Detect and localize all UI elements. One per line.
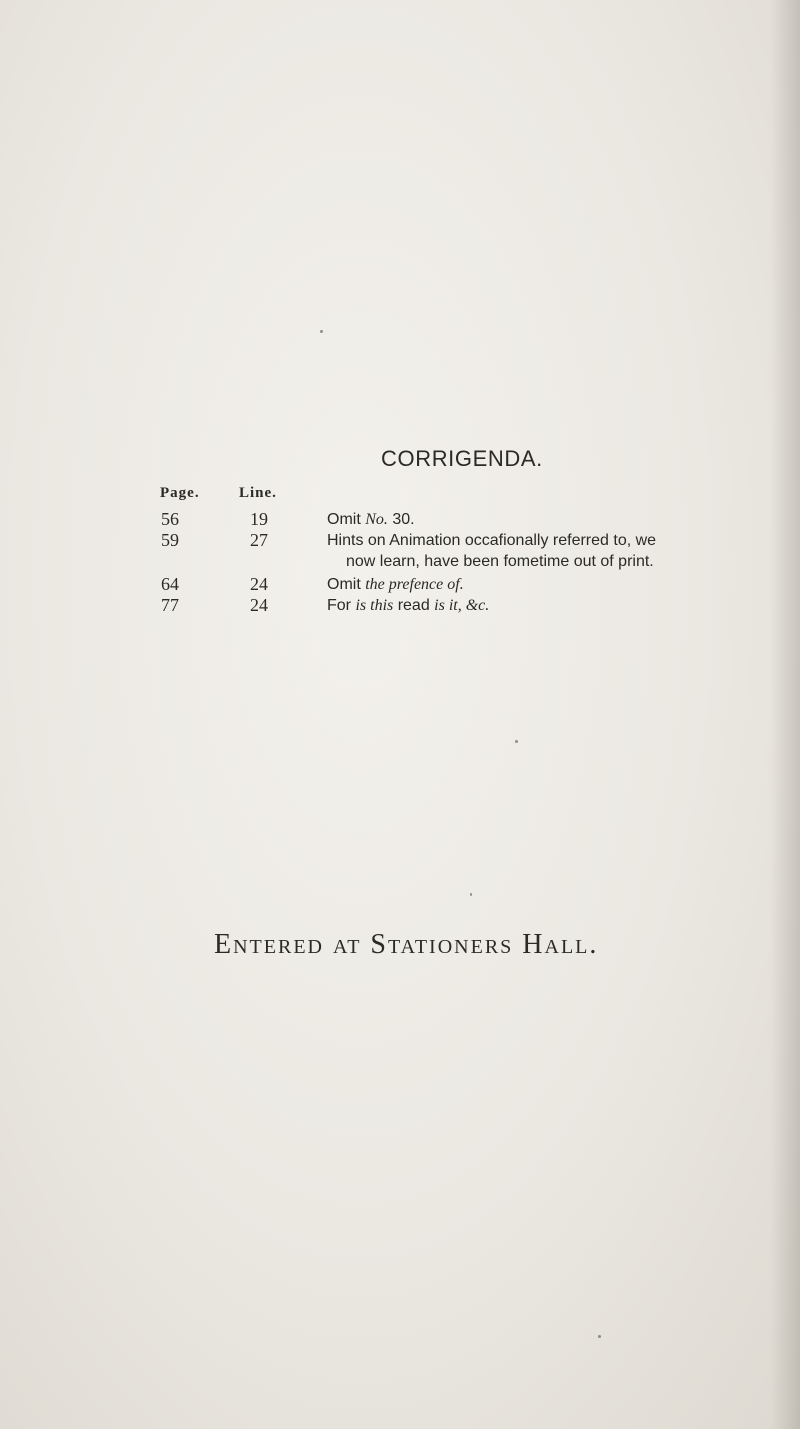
correction-text-part: Omit	[327, 511, 366, 528]
correction-text-line: Hints on Animation occafionally referred to, we	[327, 532, 657, 549]
line-number: 24	[250, 574, 268, 594]
column-header-page: Page.	[160, 485, 200, 501]
page-title: CORRIGENDA.	[381, 446, 543, 471]
correction-text-part: 30.	[387, 511, 415, 528]
entered-at-stationers-hall: Entered at Stationers Hall.	[214, 929, 599, 960]
correction-italic: the prefence of.	[365, 576, 464, 593]
paper-speck	[320, 330, 323, 333]
line-number: 27	[250, 530, 268, 550]
paper-speck	[515, 740, 518, 743]
page-number: 77	[161, 595, 179, 615]
page-edge-shadow	[770, 0, 800, 1429]
correction-text	[327, 574, 795, 595]
correction-text	[327, 509, 795, 530]
correction-text-line: now learn, have been fometime out of print.	[346, 553, 654, 570]
line-number: 24	[250, 595, 268, 615]
page-number: 56	[161, 509, 179, 529]
errata-row	[0, 530, 800, 574]
paper-speck	[598, 1335, 601, 1338]
correction-italic: No.	[365, 511, 388, 528]
correction-text-part: Omit	[327, 576, 366, 593]
page-number: 59	[161, 530, 179, 550]
correction-italic: is it, &c.	[434, 597, 490, 614]
page-number: 64	[161, 574, 179, 594]
correction-text	[327, 595, 795, 616]
line-number: 19	[250, 509, 268, 529]
correction-text-part: For	[327, 597, 356, 614]
correction-text	[327, 530, 795, 572]
paper-speck	[470, 893, 472, 896]
correction-text-part: read	[393, 597, 435, 614]
errata-row	[0, 595, 800, 619]
column-header-line: Line.	[239, 485, 277, 501]
correction-italic: is this	[355, 597, 394, 614]
